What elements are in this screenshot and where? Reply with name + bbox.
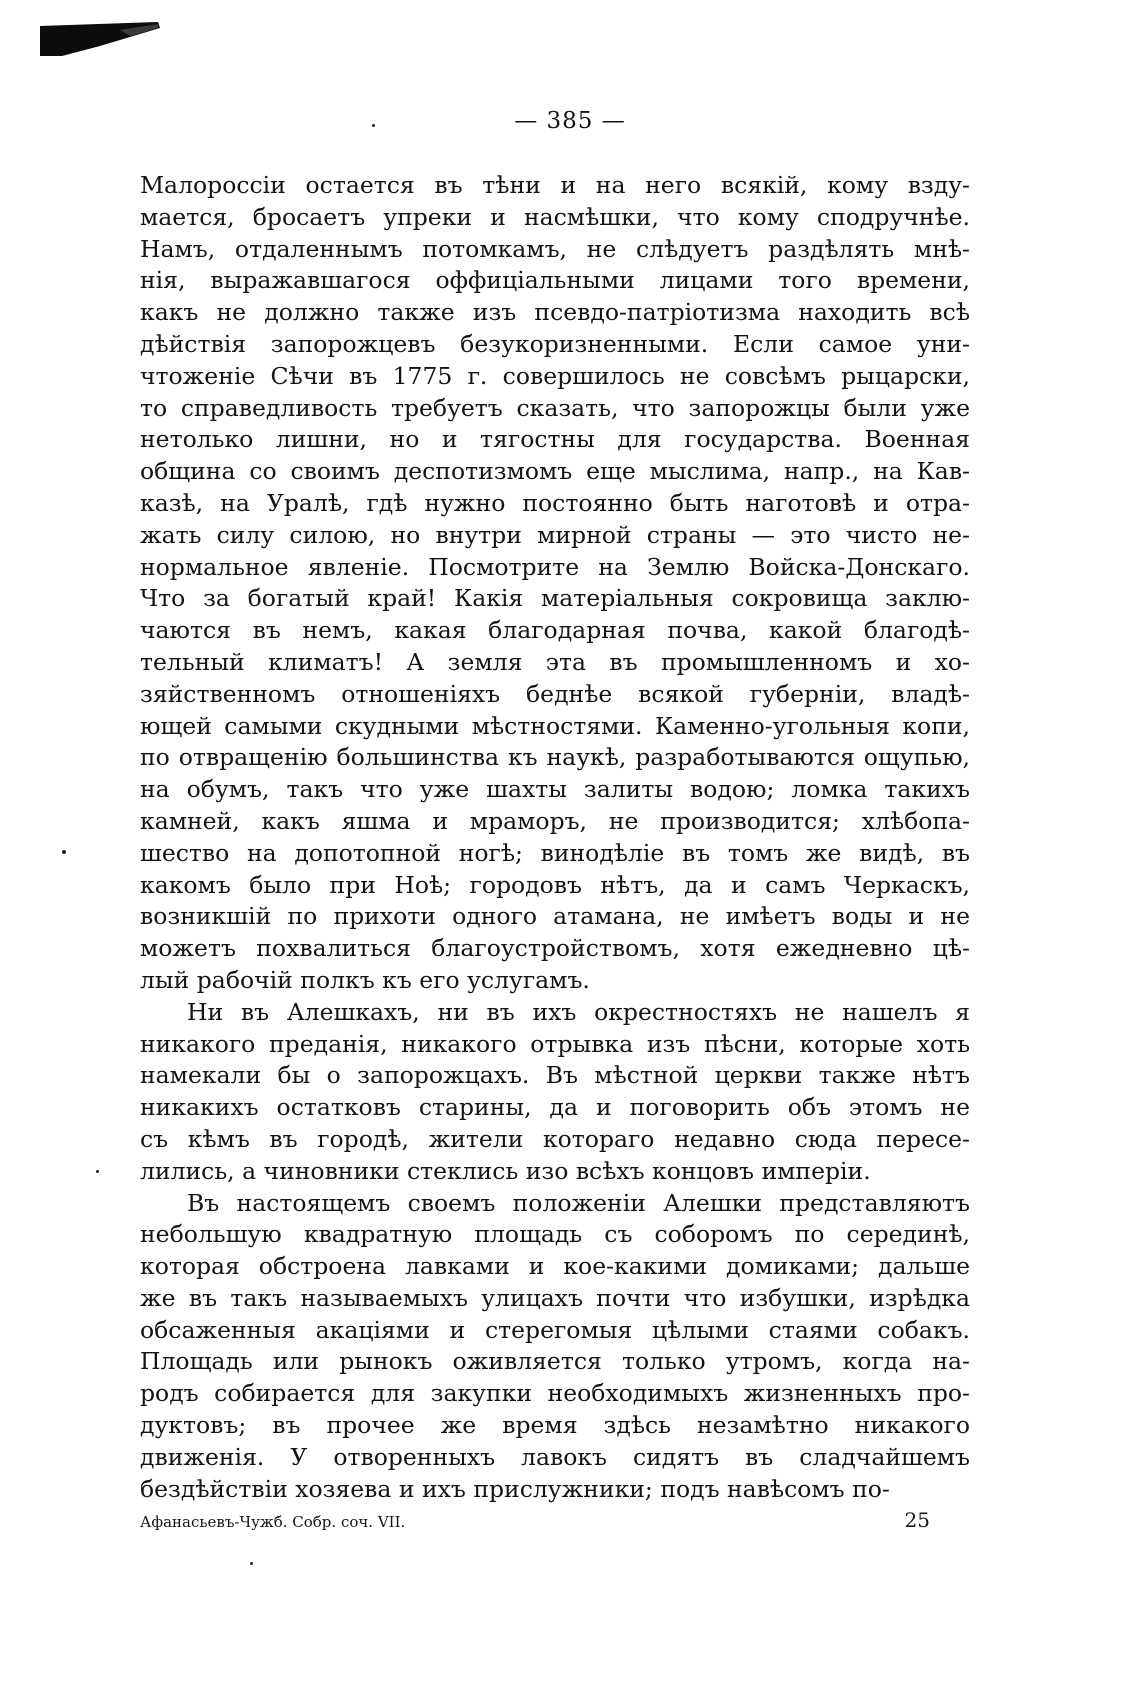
text-line: зяйственномъ отношеніяхъ беднѣе всякой губерніи, владѣ- <box>140 679 970 708</box>
scan-artifact-mark <box>40 22 160 56</box>
text-line: то справедливость требуетъ сказать, что запорожцы были уже <box>140 393 970 422</box>
text-line: по отвращенію большинства къ наукѣ, разработываются ощупью, <box>140 743 970 772</box>
text-line: какъ не должно также изъ псевдо-патріотизма находить всѣ <box>140 298 970 327</box>
footer-sheet-number: 25 <box>904 1508 930 1532</box>
text-line: мается, бросаетъ упреки и насмѣшки, что кому сподручнѣе. <box>140 202 970 231</box>
text-line: камней, какъ яшма и мраморъ, не производится; хлѣбопа- <box>140 806 970 835</box>
text-line: нія, выражавшагося оффиціальными лицами того времени, <box>140 266 970 295</box>
text-line: казѣ, на Уралѣ, гдѣ нужно постоянно быть наготовѣ и отра- <box>140 488 970 517</box>
text-line: которая обстроена лавками и кое-какими домиками; дальше <box>140 1252 970 1281</box>
text-line: лый рабочій полкъ къ его услугамъ. <box>140 965 590 994</box>
scan-speck <box>250 1562 253 1565</box>
page-footer <box>140 1508 930 1532</box>
text-line: небольшую квадратную площадь съ соборомъ по серединѣ, <box>140 1220 970 1249</box>
scan-speck <box>62 850 66 854</box>
text-line: намекали бы о запорожцахъ. Въ мѣстной церкви также нѣтъ <box>140 1061 970 1090</box>
text-body <box>140 170 970 1505</box>
text-line: чтоженіе Сѣчи въ 1775 г. совершилось не совсѣмъ рыцарски, <box>140 361 970 390</box>
text-line: Площадь или рынокъ оживляется только утромъ, когда на- <box>140 1347 970 1376</box>
scan-speck <box>372 124 375 127</box>
text-line: Малороссіи остается въ тѣни и на него всякій, кому взду- <box>140 171 970 199</box>
text-line: Въ настоящемъ своемъ положеніи Алешки представляютъ <box>187 1188 970 1217</box>
text-line: Что за богатый край! Какія матеріальныя сокровища заклю- <box>140 584 970 613</box>
text-line: никакихъ остатковъ старины, да и поговорить объ этомъ не <box>140 1093 970 1122</box>
text-line: съ кѣмъ въ городѣ, жители котораго недавно сюда пересе- <box>140 1124 970 1153</box>
text-line: можетъ похвалиться благоустройствомъ, хотя ежедневно цѣ- <box>140 934 970 963</box>
text-line: нормальное явленіе. Посмотрите на Землю Войска-Донскаго. <box>140 552 970 581</box>
text-line: община со своимъ деспотизмомъ еще мыслима, напр., на Кав- <box>140 457 970 486</box>
footer-signature: Афанасьевъ-Чужб. Собр. соч. VII. <box>140 1513 406 1531</box>
text-line: бездѣйствіи хозяева и ихъ прислужники; подъ навѣсомъ по- <box>140 1474 890 1503</box>
text-line: чаются въ немъ, какая благодарная почва, какой благодѣ- <box>140 616 970 645</box>
text-line: родъ собирается для закупки необходимыхъ жизненныхъ про- <box>140 1379 970 1408</box>
text-line: же въ такъ называемыхъ улицахъ почти что избушки, изрѣдка <box>140 1283 970 1312</box>
text-line: дѣйствія запорожцевъ безукоризненными. Если самое уни- <box>140 329 970 358</box>
text-line: возникшій по прихоти одного атамана, не имѣетъ воды и не <box>140 902 970 931</box>
scan-speck <box>96 1170 99 1173</box>
paragraph <box>140 997 970 1188</box>
text-line: жать силу силою, но внутри мирной страны — это чисто не- <box>140 520 970 549</box>
text-line: тельный климатъ! А земля эта въ промышленномъ и хо- <box>140 647 970 676</box>
text-line: шество на допотопной ногѣ; винодѣліе въ томъ же видѣ, въ <box>140 838 970 867</box>
text-line: лились, а чиновники стеклись изо всѣхъ концовъ имперіи. <box>140 1156 871 1185</box>
text-line: движенія. У отворенныхъ лавокъ сидятъ въ сладчайшемъ <box>140 1442 970 1471</box>
text-line: никакого преданія, никакого отрывка изъ пѣсни, которые хоть <box>140 1029 970 1058</box>
text-line: Ни въ Алешкахъ, ни въ ихъ окрестностяхъ не нашелъ я <box>187 997 970 1026</box>
page-number: — 385 — <box>514 108 626 134</box>
text-line: ющей самыми скудными мѣстностями. Каменно-угольныя копи, <box>140 711 970 740</box>
text-line: нетолько лишни, но и тягостны для государства. Военная <box>140 425 970 454</box>
paragraph <box>140 1188 970 1506</box>
text-line: какомъ было при Ноѣ; городовъ нѣтъ, да и самъ Черкаскъ, <box>140 870 970 899</box>
paragraph <box>140 170 970 997</box>
text-line: Намъ, отдаленнымъ потомкамъ, не слѣдуетъ раздѣлять мнѣ- <box>140 234 970 263</box>
text-line: дуктовъ; въ прочее же время здѣсь незамѣтно никакого <box>140 1411 970 1440</box>
text-line: на обумъ, такъ что уже шахты залиты водою; ломка такихъ <box>140 775 970 804</box>
text-line: обсаженныя акаціями и стерегомыя цѣлыми стаями собакъ. <box>140 1315 970 1344</box>
